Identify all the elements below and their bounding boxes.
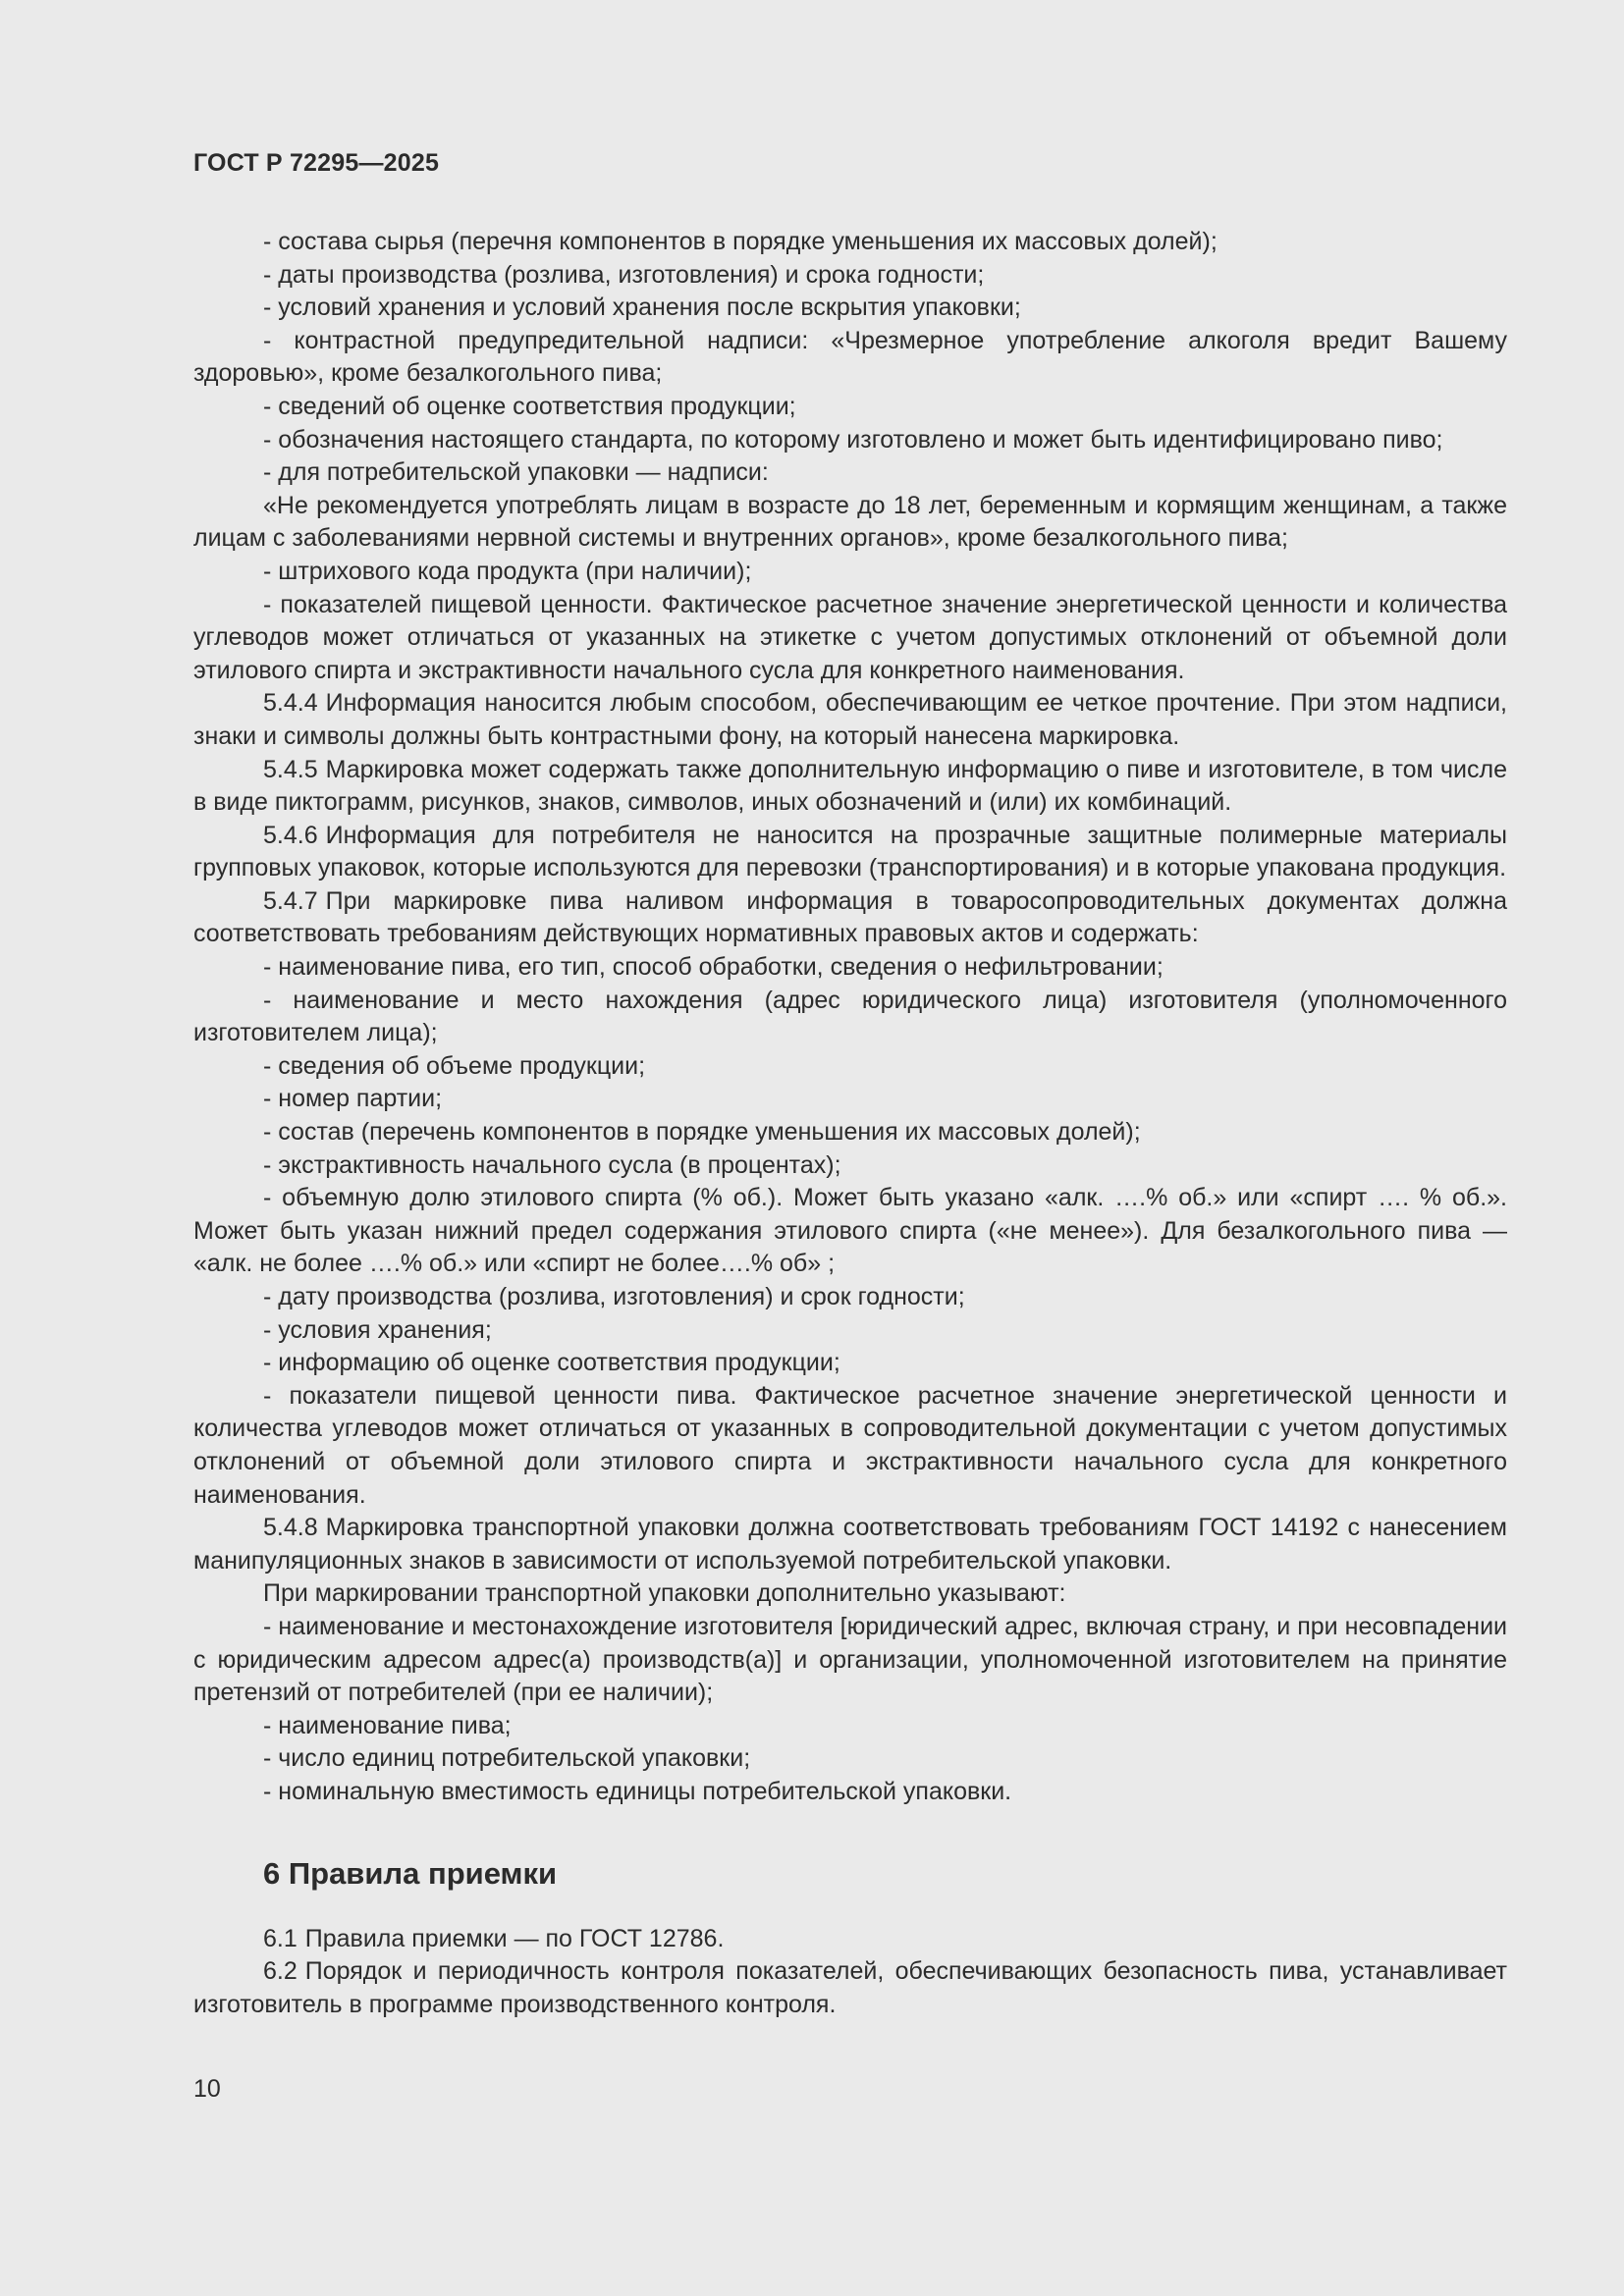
paragraph [193,391,1507,424]
page-number: 10 [193,2075,221,2103]
paragraph-text: - сведений об оценке соответствия продукции; [263,392,796,420]
paragraph [193,1923,1507,1956]
clause-number: 5.4.8 [263,1514,318,1542]
paragraph-text: - состав (перечень компонентов в порядке уменьшения их массовых долей); [263,1118,1141,1147]
paragraph [193,456,1507,490]
paragraph-text: - информацию об оценке соответствия продукции; [263,1349,840,1377]
paragraph [193,490,1507,556]
paragraph [193,1182,1507,1281]
paragraph-text: - число единиц потребительской упаковки; [263,1744,751,1773]
paragraph-text: - показатели пищевой ценности пива. Фактическое расчетное значение энергетической ценности и количества углеводов может отличаться от указанных в сопроводительной документации с учетом допустимых отклонений от объемной доли этилового спирта и экстрактивности начального сусла для конкретного наименования. [193,1381,1507,1509]
paragraph-text: - штрихового кода продукта (при наличии); [263,557,752,585]
paragraph-text: - наименование и местонахождение изготовителя [юридический адрес, включая страну, и при несовпадении с юридическим адресом адрес(а) производств(а)] и организации, уполномоченной изготовителем на принятие претензий от потребителей (при ее наличии); [193,1612,1507,1707]
paragraph [193,1710,1507,1743]
paragraph [193,820,1507,885]
section-6-title: 6 Правила приемки [263,1855,558,1891]
paragraph [193,1512,1507,1577]
paragraph [193,226,1507,259]
paragraph-text: - условия хранения; [263,1315,492,1344]
paragraph-text: Информация наносится любым способом, обеспечивающим ее четкое прочтение. При этом надписи, знаки и символы должны быть контрастными фону, на который нанесена маркировка. [193,689,1507,750]
paragraph [193,754,1507,820]
paragraph-text: - для потребительской упаковки — надписи: [263,458,769,487]
paragraph-text: - наименование и место нахождения (адрес юридического лица) изготовителя (уполномоченного изготовителем лица); [193,986,1507,1047]
paragraph [193,1776,1507,1809]
paragraph-text: - обозначения настоящего стандарта, по которому изготовлено и может быть идентифицировано пиво; [263,425,1443,454]
paragraph-text: - номер партии; [263,1085,443,1113]
body-text [193,226,1507,2021]
paragraph-text: - дату производства (розлива, изготовления) и срок годности; [263,1283,965,1310]
paragraph [193,556,1507,589]
paragraph-text: - наименование пива, его тип, способ обработки, сведения о нефильтровании; [263,953,1164,982]
paragraph-text: - сведения об объеме продукции; [263,1051,646,1080]
paragraph [193,1380,1507,1512]
paragraph [193,259,1507,293]
clause-number: 6.1 [263,1924,298,1952]
paragraph-text: Маркировка транспортной упаковки должна соответствовать требованиям ГОСТ 14192 с нанесением манипуляционных знаков в зависимости от используемой потребительской упаковки. [193,1514,1507,1575]
paragraph-text: Информация для потребителя не наносится на прозрачные защитные полимерные материалы групповых упаковок, которые используются для перевозки (транспортирования) и в которые упакована продукция. [193,821,1507,882]
paragraph-text: Порядок и периодичность контроля показателей, обеспечивающих безопасность пива, устанавливает изготовитель в программе производственного контроля. [193,1957,1507,2018]
paragraph [193,424,1507,457]
section-5-4-paragraphs [193,226,1507,1809]
paragraph [193,1116,1507,1149]
paragraph-text: «Не рекомендуется употреблять лицам в возрасте до 18 лет, беременным и кормящим женщинам, а также лицам с заболеваниями нервной системы и внутренних органов», кроме безалкогольного пива; [193,491,1507,553]
paragraph [193,292,1507,325]
paragraph-text: - состава сырья (перечня компонентов в порядке уменьшения их массовых долей); [263,228,1218,255]
paragraph [193,885,1507,951]
paragraph [193,1314,1507,1348]
paragraph [193,325,1507,391]
clause-number: 5.4.4 [263,689,318,718]
paragraph-text: - экстрактивность начального сусла (в процентах); [263,1150,841,1179]
section-6-paragraphs [193,1923,1507,2022]
paragraph-text: - номинальную вместимость единицы потребительской упаковки. [263,1777,1012,1805]
paragraph [193,1955,1507,2021]
paragraph [193,951,1507,985]
paragraph [193,589,1507,688]
paragraph-text: При маркировке пива наливом информация в товаросопроводительных документах должна соответствовать требованиям действующих нормативных правовых актов и содержать: [193,886,1507,948]
paragraph-text: Маркировка может содержать также дополнительную информацию о пиве и изготовителе, в том числе в виде пиктограмм, рисунков, знаков, символов, иных обозначений и (или) их комбинаций. [193,755,1507,817]
paragraph [193,687,1507,753]
clause-number: 5.4.7 [263,886,318,915]
paragraph [193,1347,1507,1380]
paragraph [193,1149,1507,1183]
paragraph-text: - объемную долю этилового спирта (% об.). Может быть указано «алк. ….% об.» или «спирт …. % об.». Может быть указан нижний предел содержания этилового спирта («не менее»). Для безалкогольного пива — «алк. не более ….% об.» или «спирт не более….% об» ; [193,1184,1507,1278]
paragraph [193,1050,1507,1084]
paragraph [193,985,1507,1050]
paragraph-text: При маркировании транспортной упаковки дополнительно указывают: [263,1579,1066,1608]
paragraph-text: - наименование пива; [263,1711,512,1739]
paragraph-text: - условий хранения и условий хранения после вскрытия упаковки; [263,294,1021,322]
page-header-standard-code: ГОСТ Р 72295—2025 [193,149,440,177]
paragraph [193,1577,1507,1611]
paragraph [193,1742,1507,1776]
paragraph [193,1611,1507,1710]
paragraph-text: - показателей пищевой ценности. Фактическое расчетное значение энергетической ценности и количества углеводов может отличаться от указанных на этикетке с учетом допустимых отклонений от объемной доли этилового спирта и экстрактивности начального сусла для конкретного наименования. [193,590,1507,684]
paragraph-text: Правила приемки — по ГОСТ 12786. [304,1924,725,1952]
clause-number: 5.4.6 [263,821,318,849]
paragraph [193,1281,1507,1314]
paragraph-text: - даты производства (розлива, изготовления) и срока годности; [263,260,985,289]
clause-number: 5.4.5 [263,755,318,783]
clause-number: 6.2 [263,1957,298,1986]
paragraph-text: - контрастной предупредительной надписи: «Чрезмерное употребление алкоголя вредит Вашему здоровью», кроме безалкогольного пива; [193,326,1507,388]
paragraph [193,1083,1507,1116]
